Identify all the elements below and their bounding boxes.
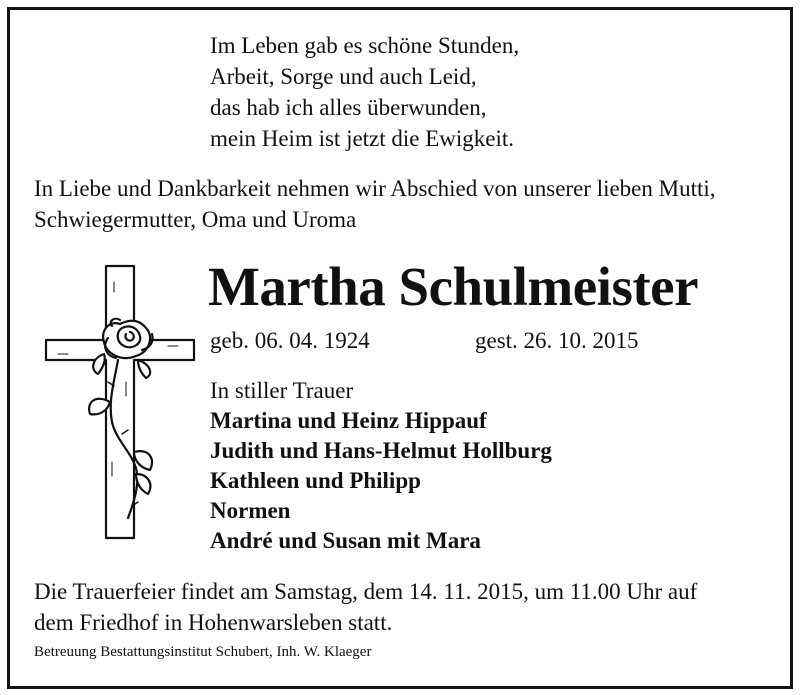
poem-line: das hab ich alles überwunden,	[210, 95, 487, 120]
obituary-notice	[7, 7, 793, 689]
cross-with-rose-icon	[38, 262, 198, 542]
ceremony-line: Die Trauerfeier findet am Samstag, dem 14. 11. 2015, um 11.00 Uhr auf	[34, 579, 698, 604]
birth-date: geb. 06. 04. 1924	[210, 328, 370, 353]
ceremony-line: dem Friedhof in Hohenwarsleben statt.	[34, 610, 393, 635]
intro-line: In Liebe und Dankbarkeit nehmen wir Abschied von unserer lieben Mutti,	[34, 176, 716, 201]
mourner-name: André und Susan mit Mara	[210, 528, 481, 553]
mourner-name: Judith und Hans-Helmut Hollburg	[210, 438, 552, 463]
farewell-intro	[34, 173, 774, 235]
mourner-name: Kathleen und Philipp	[210, 468, 421, 493]
mourners	[210, 376, 552, 556]
deceased-name: Martha Schulmeister	[208, 256, 698, 317]
funeral-home-credit: Betreuung Bestattungsinstitut Schubert, Inh. W. Klaeger	[34, 644, 372, 660]
poem-line: Arbeit, Sorge und auch Leid,	[210, 64, 477, 89]
ceremony-info	[34, 576, 697, 638]
poem	[210, 30, 519, 154]
mourner-name: Normen	[210, 498, 291, 523]
intro-line: Schwiegermutter, Oma und Uroma	[34, 207, 357, 232]
mourners-heading: In stiller Trauer	[210, 378, 354, 403]
poem-line: Im Leben gab es schöne Stunden,	[210, 33, 520, 58]
death-date: gest. 26. 10. 2015	[475, 328, 639, 353]
mourner-name: Martina und Heinz Hippauf	[210, 408, 487, 433]
poem-line: mein Heim ist jetzt die Ewigkeit.	[210, 126, 515, 151]
